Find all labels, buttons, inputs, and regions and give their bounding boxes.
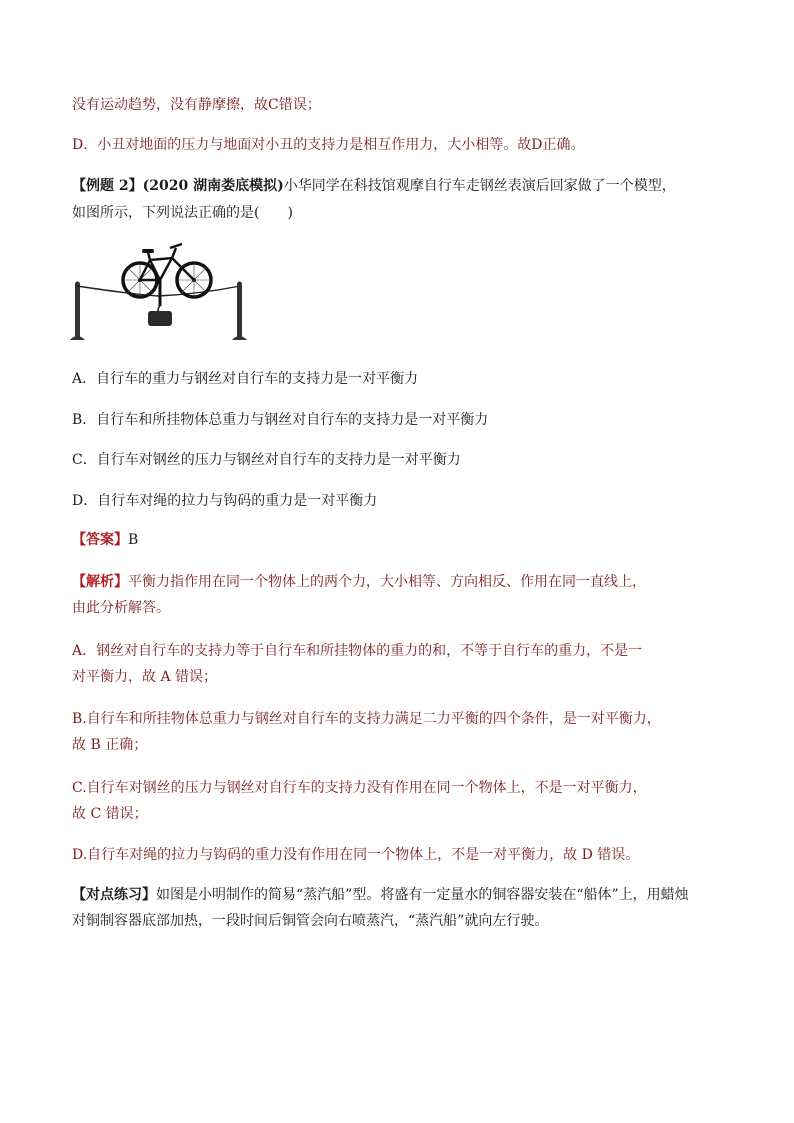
- answer-label: 【答案】: [72, 532, 128, 548]
- intro-line-1: 没有运动趋势，没有静摩擦，故C错误；: [72, 97, 321, 113]
- practice-line-2: 对铜制容器底部加热，一段时间后铜管会向右喷蒸汽，“蒸汽船”就向左行驶。: [72, 913, 549, 929]
- example-label: 【例题 2】: [72, 178, 143, 194]
- example-stem-text: 小华同学在科技馆观摩自行车走钢丝表演后回家做了一个模型，: [283, 178, 676, 194]
- analysis-line-2: 由此分析解答。: [72, 600, 170, 616]
- analysis-line-1: [72, 573, 646, 591]
- intro-line-2: D．小丑对地面的压力与地面对小丑的支持力是相互作用力，大小相等。故D正确。: [72, 137, 585, 153]
- answer-value: B: [128, 532, 139, 548]
- practice-text: 如图是小明制作的简易“蒸汽船”型。将盛有一定量水的铜容器安装在“船体”上，用蜡烛: [156, 887, 689, 903]
- analysis-b-line-1: B.自行车和所挂物体总重力与钢丝对自行车的支持力满足二力平衡的四个条件，是一对平衡力，: [72, 711, 661, 727]
- analysis-label: 【解析】: [72, 574, 128, 590]
- analysis-intro: 平衡力指作用在同一个物体上的两个力，大小相等、方向相反、作用在同一直线上，: [128, 574, 646, 590]
- analysis-b-line-2: 故 B 正确；: [72, 737, 148, 753]
- analysis-a-line-1: A．钢丝对自行车的支持力等于自行车和所挂物体的重力的和，不等于自行车的重力，不是一: [72, 643, 643, 659]
- practice-label: 【对点练习】: [72, 887, 156, 903]
- bicycle-on-wire-icon: [70, 236, 256, 346]
- example-stem-line-1: [72, 177, 676, 195]
- practice-line-1: [72, 886, 689, 904]
- analysis-c-line-2: 故 C 错误；: [72, 806, 148, 822]
- option-d: D．自行车对绳的拉力与钩码的重力是一对平衡力: [72, 493, 378, 509]
- analysis-a-line-2: 对平衡力，故 A 错误；: [72, 669, 218, 685]
- option-b: B．自行车和所挂物体总重力与钢丝对自行车的支持力是一对平衡力: [72, 412, 489, 428]
- option-c: C．自行车对钢丝的压力与钢丝对自行车的支持力是一对平衡力: [72, 452, 461, 468]
- example-source: (2020 湖南娄底模拟): [142, 178, 284, 194]
- analysis-c-line-1: C.自行车对钢丝的压力与钢丝对自行车的支持力没有作用在同一个物体上，不是一对平衡力，: [72, 780, 647, 796]
- analysis-d-line-1: D.自行车对绳的拉力与钩码的重力没有作用在同一个物体上，不是一对平衡力，故 D 错误。: [72, 847, 640, 863]
- answer-line: [72, 531, 138, 549]
- example-stem-line-2: 如图所示，下列说法正确的是( ): [72, 205, 293, 221]
- option-a: A．自行车的重力与钢丝对自行车的支持力是一对平衡力: [72, 371, 419, 387]
